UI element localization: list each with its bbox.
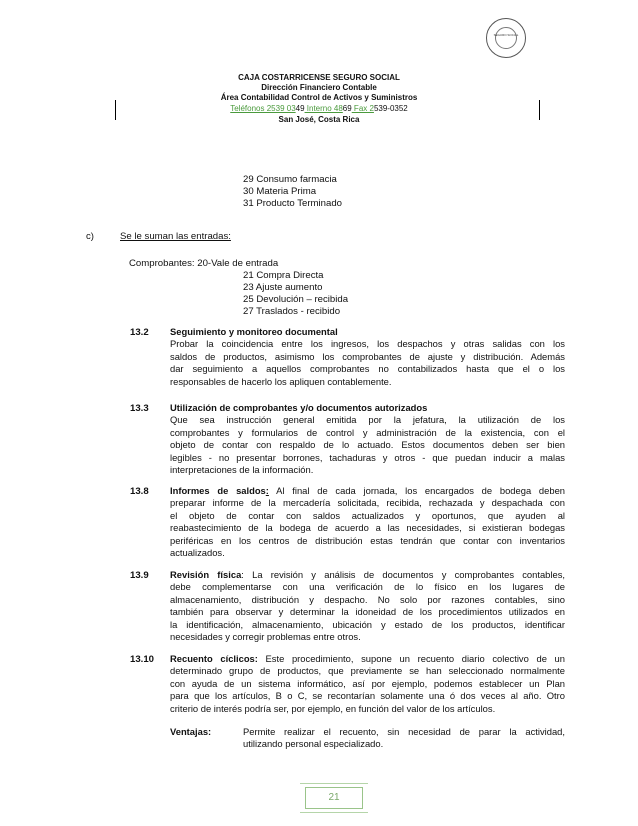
section-number: 13.2 (130, 327, 149, 338)
fax-link[interactable]: Fax 2 (351, 104, 374, 113)
list-item: 27 Traslados - recibido (243, 306, 341, 317)
header-phones: Teléfonos 2539 0349 Interno 4869 Fax 2539-0352 (230, 104, 408, 113)
comprobantes-label: Comprobantes: 20-Vale de entrada (129, 258, 279, 269)
list-item: 29 Consumo farmacia (243, 174, 337, 185)
section-number: 13.3 (130, 403, 149, 414)
ventajas-label: Ventajas: (170, 726, 212, 737)
header-left-bar (115, 100, 116, 120)
interno-link[interactable]: Interno 48 (304, 104, 343, 113)
institution-seal (486, 18, 526, 58)
section-number: 13.8 (130, 486, 149, 497)
section-c-title: Se le suman las entradas: (120, 231, 231, 242)
page-number: 21 (305, 787, 363, 809)
page-number-rule-top (300, 783, 368, 784)
page-number-rule-bottom (300, 812, 368, 813)
section-title: Recuento cíclicos: (170, 653, 258, 664)
section-title: Utilización de comprobantes y/o documentos autorizados (170, 402, 428, 413)
header-direccion: Dirección Financiero Contable (261, 83, 377, 92)
section-c-marker: c) (86, 231, 94, 242)
list-item: 21 Compra Directa (243, 270, 324, 281)
header-right-bar (539, 100, 540, 120)
section-number: 13.10 (130, 654, 155, 665)
header-area: Área Contabilidad Control de Activos y Suministros (220, 93, 418, 102)
header-ciudad: San José, Costa Rica (278, 115, 360, 124)
seal-text: SEGURO SOCIAL (493, 33, 519, 37)
section-13-2: Seguimiento y monitoreo documental Probar la coincidencia entre los ingresos, los despachos y otras salidas con los saldos de productos, asimismo los comprobantes de ajuste y distribución. Además dar seguimiento a aquellos comprobantes no contabilizados hasta que el o los responsables de hacerlo los apliquen contablemente. (170, 326, 565, 387)
section-title: Informes de saldos (170, 485, 266, 496)
section-13-10: Recuento cíclicos: Este procedimiento, supone un recuento diario colectivo de un determinado grupo de productos, que previamente se han seleccionado normalmente con ayuda de un sistema informático, así por ejemplo, podemos establecer un Plan para que los artículos, B o C, se recontarían solamente una ó dos veces al año. Otro criterio de interés podría ser, por ejemplo, en función del valor de los artículos. (170, 653, 565, 714)
section-title: Seguimiento y monitoreo documental (170, 326, 338, 337)
phone-link[interactable]: Teléfonos 2539 03 (230, 104, 296, 113)
section-13-8: Informes de saldos: Al final de cada jornada, los encargados de bodega deben preparar informe de la mercadería solicitada, recibida, rechazada y despachada con el objeto de contar con saldos actualizados y oportunos, que ayuden al reabastecimiento de la bodega de acuerdo a las necesidades, si existieran bodegas periféricas en los centros de distribución estas tendrán que contar con inventarios actualizados. (170, 485, 565, 559)
list-item: 23 Ajuste aumento (243, 282, 323, 293)
list-item: 25 Devolución – recibida (243, 294, 349, 305)
header-org: CAJA COSTARRICENSE SEGURO SOCIAL (238, 73, 400, 82)
list-item: 31 Producto Terminado (243, 198, 343, 209)
section-title: Revisión física (170, 569, 242, 580)
section-13-3: Utilización de comprobantes y/o documentos autorizados Que sea instrucción general emitida por la jefatura, la utilización de los comprobantes y formularios de control y administración de la existencia, con el objeto de contar con respaldo de lo actuado. Estos documentos deben ser bien legibles - no presentar borrones, tachaduras y otros - que puedan inducir a malas interpretaciones de la información. (170, 402, 565, 476)
ventajas-text: Permite realizar el recuento, sin necesidad de parar la actividad, utilizando personal especializado. (243, 726, 565, 750)
section-number: 13.9 (130, 570, 149, 581)
section-13-9: Revisión física: La revisión y análisis de documentos y comprobantes contables, debe complementarse con una verificación de lo físico en los lugares de almacenamiento, distribución y despacho. No solo por razones contables, sino también para observar y determinar la idoneidad de los procedimientos utilizados en la identificación, almacenamiento, ubicación y estado de los productos, identificar necesidades y corregir problemas entre otros. (170, 569, 565, 643)
list-item: 30 Materia Prima (243, 186, 317, 197)
